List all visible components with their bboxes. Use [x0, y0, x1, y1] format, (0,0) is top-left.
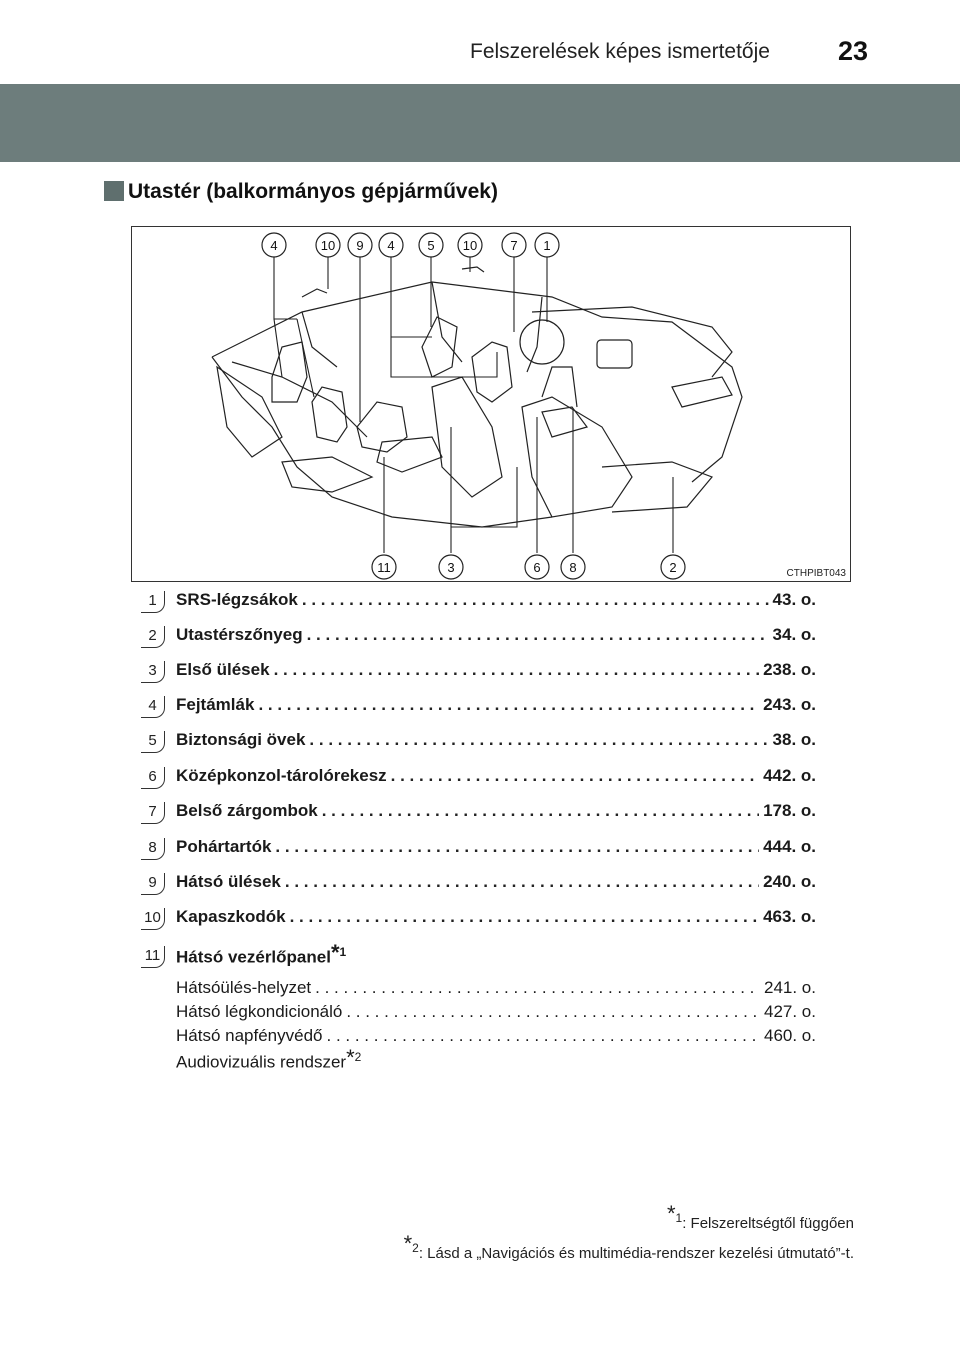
svg-text:3: 3	[447, 560, 455, 575]
footnote-1: *$^1$: Felszereltségtől függően	[666, 1201, 854, 1232]
subitem-page: 427. o.	[764, 1002, 816, 1021]
callout-4	[262, 233, 286, 257]
svg-text:10: 10	[462, 238, 478, 253]
callout-6	[525, 555, 549, 579]
subitem-page: 460. o.	[764, 1026, 816, 1045]
item-page: 43. o.	[772, 590, 816, 609]
list-item	[176, 660, 816, 686]
leader-dots	[290, 907, 759, 927]
item-number: 9	[141, 873, 165, 895]
list-item	[176, 801, 816, 827]
item-label: Utastérszőnyeg	[176, 625, 303, 644]
item-label: Belső zárgombok	[176, 801, 318, 820]
item-number: 10	[141, 908, 165, 930]
section-title: Utastér (balkormányos gépjárművek)	[128, 180, 498, 203]
subitem-label: Hátsóülés-helyzet	[176, 978, 312, 997]
leader-dots	[315, 978, 760, 998]
leader-dots	[346, 1002, 760, 1022]
list-item	[176, 766, 816, 792]
callout-4b	[379, 233, 403, 257]
leader-dots	[322, 801, 759, 821]
item-number: 4	[141, 696, 165, 718]
leader-dots	[327, 1026, 761, 1046]
list-item	[176, 590, 816, 616]
subitem-label: Hátsó légkondicionáló	[176, 1002, 343, 1021]
sub-list-item	[176, 1026, 816, 1050]
item-label: Kapaszkodók	[176, 907, 286, 926]
footnotes	[403, 1201, 854, 1266]
list-item	[176, 695, 816, 721]
item-page: 243. o.	[763, 695, 816, 714]
interior-illustration	[131, 226, 851, 582]
item-label: Első ülések	[176, 660, 270, 679]
item-page: 240. o.	[763, 872, 816, 891]
callout-9	[348, 233, 372, 257]
callout-10	[316, 233, 340, 257]
leader-dots	[302, 590, 769, 610]
list-item	[176, 625, 816, 651]
svg-text:2: 2	[669, 560, 677, 575]
callout-5	[419, 233, 443, 257]
item-page: 463. o.	[763, 907, 816, 926]
list-item	[176, 872, 816, 898]
svg-text:4: 4	[387, 238, 395, 253]
item-label: Hátsó vezérlőpanel*$^1$	[176, 940, 347, 967]
leader-dots	[309, 730, 768, 750]
callouts-top	[262, 233, 559, 257]
callout-1	[535, 233, 559, 257]
item-page: 238. o.	[763, 660, 816, 679]
leader-dots	[274, 660, 760, 680]
item-number: 11	[141, 946, 165, 968]
sub-list-item	[176, 1045, 816, 1074]
item-page: 38. o.	[772, 730, 816, 749]
item-page: 444. o.	[763, 837, 816, 856]
item-number: 8	[141, 838, 165, 860]
item-label: Fejtámlák	[176, 695, 255, 714]
leader-dots	[258, 695, 759, 715]
section-marker-icon	[104, 181, 124, 201]
list-item	[176, 837, 816, 863]
page-number: 23	[838, 36, 869, 66]
leader-dots	[391, 766, 759, 786]
subitem-label: Hátsó napfényvédő	[176, 1026, 323, 1045]
list-item	[176, 730, 816, 756]
svg-text:5: 5	[427, 238, 435, 253]
item-number: 3	[141, 661, 165, 683]
header-title: Felszerelések képes ismertetője	[470, 40, 770, 63]
interior-drawing	[132, 227, 849, 580]
svg-text:11: 11	[377, 560, 391, 575]
callouts-bottom	[372, 555, 685, 579]
item-label: Pohártartók	[176, 837, 272, 856]
item-number: 1	[141, 591, 165, 613]
callout-10b	[458, 233, 482, 257]
list-item	[176, 940, 816, 971]
item-label: Biztonsági övek	[176, 730, 306, 749]
footnote-2: *$^2$: Lásd a „Navigációs és multimédia-rendszer kezelési útmutató”-t.	[403, 1231, 854, 1262]
item-number: 5	[141, 731, 165, 753]
svg-text:8: 8	[569, 560, 577, 575]
svg-text:10: 10	[320, 238, 336, 253]
figure-code: CTHPIBT043	[786, 568, 846, 579]
item-label: SRS-légzsákok	[176, 590, 298, 609]
item-number: 7	[141, 802, 165, 824]
item-page: 442. o.	[763, 766, 816, 785]
svg-text:9: 9	[356, 238, 364, 253]
item-label: Középkonzol-tárolórekesz	[176, 766, 387, 785]
leader-dots	[285, 872, 759, 892]
svg-text:7: 7	[510, 238, 518, 253]
sub-list-item	[176, 978, 816, 1002]
leader-dots	[307, 625, 769, 645]
subitem-label: Audiovizuális rendszer*$^2$	[176, 1045, 362, 1072]
header-bar	[0, 84, 960, 162]
svg-text:1: 1	[543, 238, 551, 253]
callout-2	[661, 555, 685, 579]
callout-3	[439, 555, 463, 579]
item-number: 2	[141, 626, 165, 648]
item-number: 6	[141, 767, 165, 789]
callout-7	[502, 233, 526, 257]
svg-text:6: 6	[533, 560, 541, 575]
item-page: 34. o.	[772, 625, 816, 644]
leader-dots	[275, 837, 759, 857]
callout-8	[561, 555, 585, 579]
item-label: Hátsó ülések	[176, 872, 281, 891]
list-item	[176, 907, 816, 933]
item-page: 178. o.	[763, 801, 816, 820]
sub-list-item	[176, 1002, 816, 1026]
subitem-page: 241. o.	[764, 978, 816, 997]
callout-11	[372, 555, 396, 579]
svg-text:4: 4	[270, 238, 278, 253]
